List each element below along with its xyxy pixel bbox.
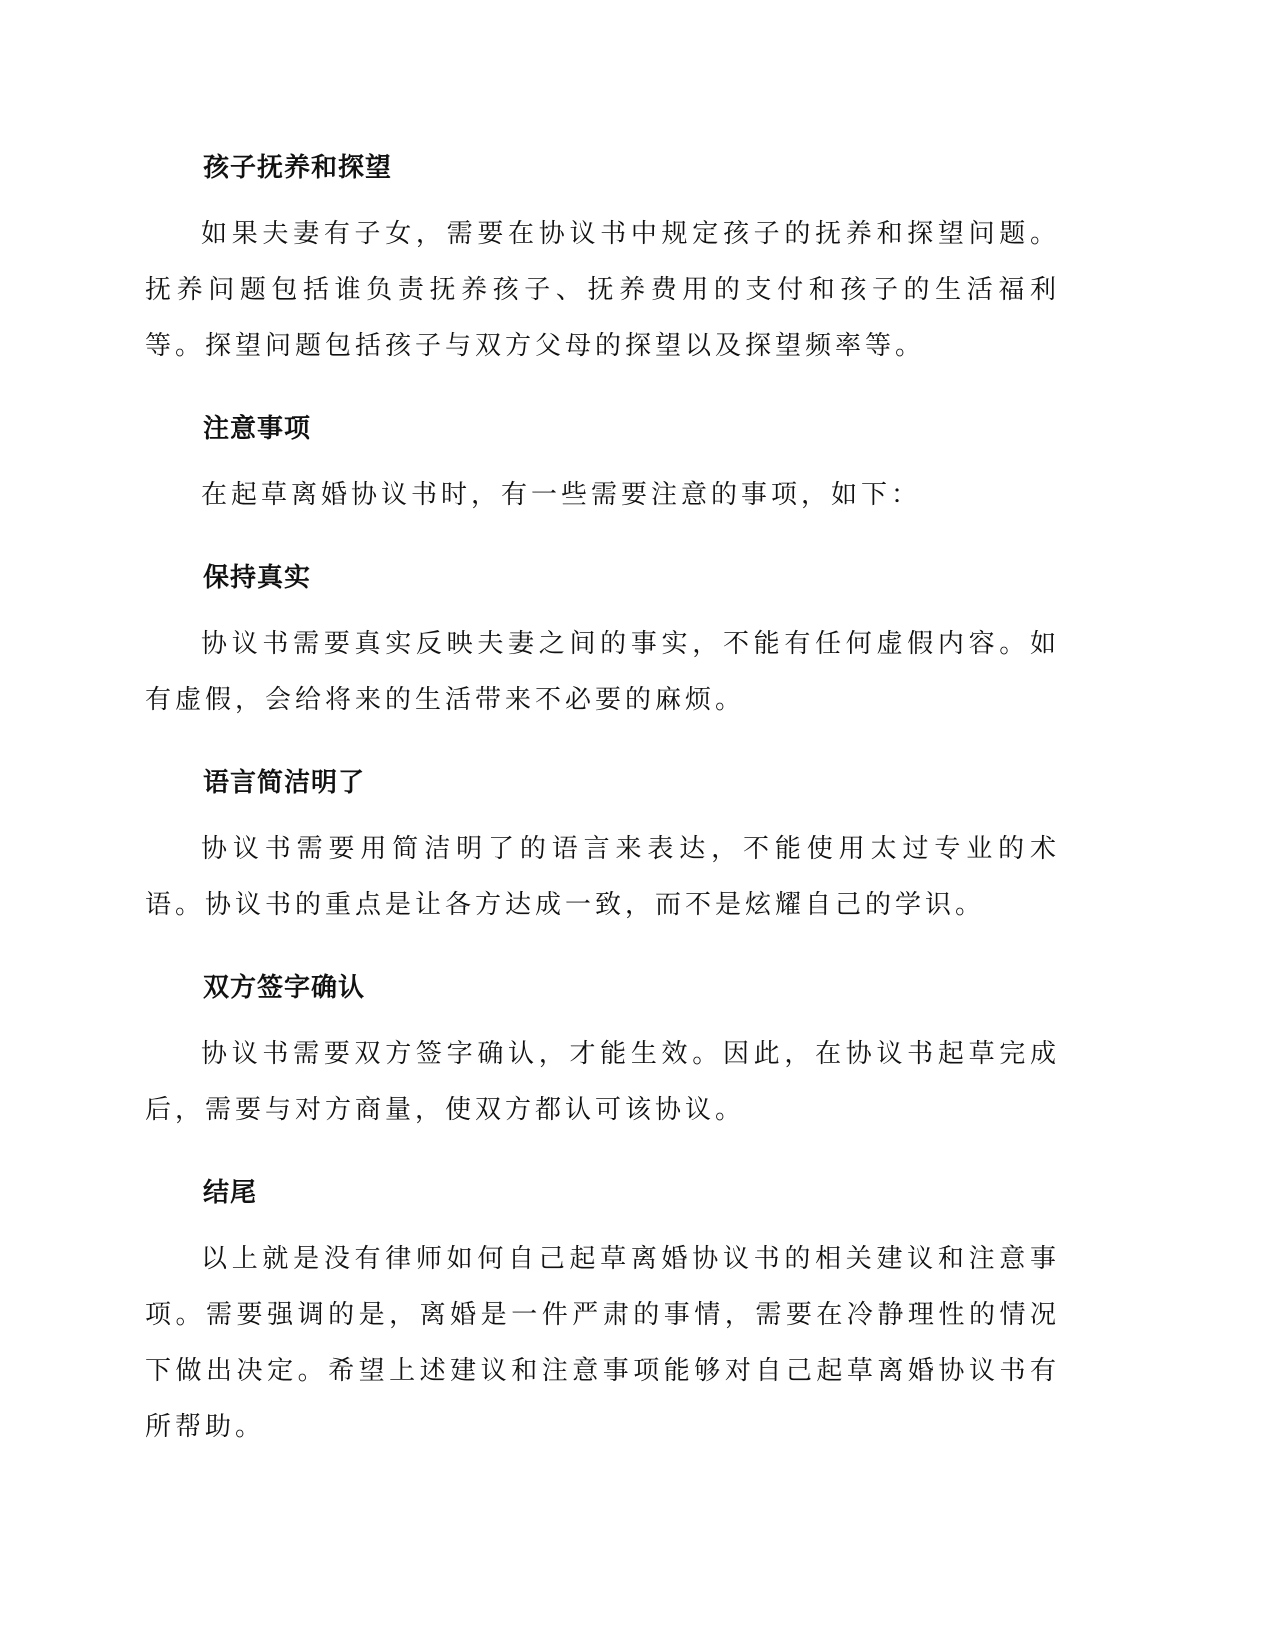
section-heading: 双方签字确认 bbox=[203, 973, 366, 1003]
section-heading: 语言简洁明了 bbox=[203, 768, 366, 798]
section-heading: 注意事项 bbox=[203, 414, 312, 444]
section-paragraph: 如果夫妻有子女，需要在协议书中规定孩子的抚养和探望问题。抚养问题包括谁负责抚养孩子、抚养费用的支付和孩子的生活福利等。探望问题包括孩子与双方父母的探望以及探望频率等。 bbox=[145, 219, 1060, 361]
section-paragraph: 在起草离婚协议书时，有一些需要注意的事项，如下： bbox=[201, 480, 922, 510]
section-paragraph: 以上就是没有律师如何自己起草离婚协议书的相关建议和注意事项。需要强调的是，离婚是一件严肃的事情，需要在冷静理性的情况下做出决定。希望上述建议和注意事项能够对自己起草离婚协议书有所帮助。 bbox=[145, 1244, 1060, 1442]
section-keep-true bbox=[145, 558, 1060, 728]
section-heading: 保持真实 bbox=[203, 563, 312, 593]
section-child-custody bbox=[145, 148, 1060, 374]
section-notes bbox=[145, 409, 1060, 523]
section-heading: 结尾 bbox=[203, 1178, 258, 1208]
section-paragraph: 协议书需要用简洁明了的语言来表达，不能使用太过专业的术语。协议书的重点是让各方达成一致，而不是炫耀自己的学识。 bbox=[145, 834, 1060, 920]
section-signatures bbox=[145, 968, 1060, 1138]
section-heading: 孩子抚养和探望 bbox=[203, 153, 393, 183]
section-conclusion bbox=[145, 1173, 1060, 1455]
section-concise-language bbox=[145, 763, 1060, 933]
document-body bbox=[145, 148, 1060, 1455]
section-paragraph: 协议书需要双方签字确认，才能生效。因此，在协议书起草完成后，需要与对方商量，使双方都认可该协议。 bbox=[145, 1039, 1060, 1125]
section-paragraph: 协议书需要真实反映夫妻之间的事实，不能有任何虚假内容。如有虚假，会给将来的生活带来不必要的麻烦。 bbox=[145, 629, 1060, 715]
